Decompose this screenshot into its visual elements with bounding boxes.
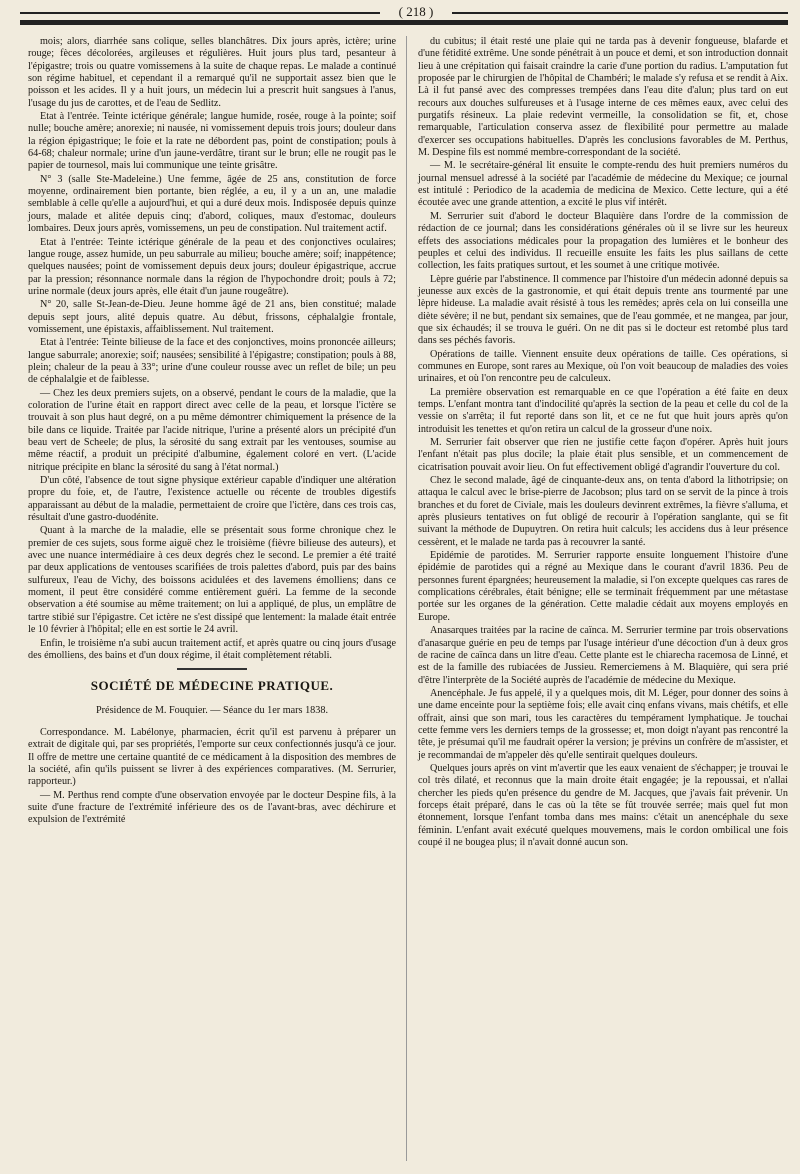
paragraph: Quant à la marche de la maladie, elle se présentait sous forme chronique chez le premier de ces sujets, sous forme aiguë chez le troisième (fièvre bilieuse des auteurs), et avec une nuance intermédiaire à ces deux degrés chez le second. Le premier a été traité par deux applications de ventouses scarifiées de trois palettes d'abord, puis par des bains sulfureux, l'eau de Vichy, des boissons acidulées et des lavemens émolliens; dans ce moment, il peut être considéré comme entièrement guéri. La femme de la seconde observation a été soumise au même traitement; on lui a appliqué, de plus, un emplâtre de tartre stibié sur l'épigastre. Cet ictère ne s'est dissipé que lentement: la malade était entrée le 10 février à l'hôpital; elle en est sortie le 24 avril. xyxy=(28,525,396,636)
paragraph: — M. Perthus rend compte d'une observation envoyée par le docteur Despine fils, à la suite d'une fracture de l'extrémité inférieure des os de l'avant-bras, avec déchirure et expulsion de l'extrémité xyxy=(28,789,396,826)
paragraph: Anasarques traitées par la racine de caïnca. M. Serrurier termine par trois observations d'anasarque guérie en peu de temps par l'usage intérieur d'une décoction d'un à deux gros de racine de caïnca dans un litre d'eau. Cette plante est le chiarecha racemosa de Linné, et est de la famille des rubiacées de Jussieu. Remerciemens à M. Blaquière, qui sera prié d'être l'interprète de la Société auprès de l'académie de médecine du Mexique. xyxy=(418,625,788,686)
paragraph: mois; alors, diarrhée sans colique, selles blanchâtres. Dix jours après, ictère; urine rouge; fèces décolorées, argileuses et régulières. Huit jours plus tard, pesanteur à l'épigastre; trois ou quatre vomissemens à la suite de chaque repas. Le malade a continué son régime habituel, et cependant il a remarqué qu'il ne supportait assez bien que le poisson et les acides. Il y a huit jours, un médecin lui a prescrit huit sangsues à l'anus, l'usage du jus de carottes, et de l'eau de Sedlitz. xyxy=(28,36,396,109)
paragraph: M. Serrurier fait observer que rien ne justifie cette façon d'opérer. Après huit jours l'enfant n'était pas plus docile; la plaie était plus sensible, et un commencement de cicatrisation pouvait avoir lieu. On fut effectivement obligé d'agrandir l'ouverture du col. xyxy=(418,437,788,473)
paragraph: Opérations de taille. Viennent ensuite deux opérations de taille. Ces opérations, si communes en Europe, sont rares au Mexique, où l'on voit beaucoup de maladies des voies urinaires, et où l'on rencontre peu de calculeux. xyxy=(418,348,788,385)
paragraph: Enfin, le troisième n'a subi aucun traitement actif, et après quatre ou cinq jours d'usage des émolliens, des bains et d'un doux régime, il était complètement rétabli. xyxy=(28,637,396,661)
session-presidency: Présidence de M. Fouquier. — Séance du 1er mars 1838. xyxy=(96,704,328,716)
paragraph: Epidémie de parotides. M. Serrurier rapporte ensuite longuement l'histoire d'une épidémie de parotides qui a régné au Mexique dans le courant d'avril 1836. Peu de personnes furent épargnées; heureusement la maladie, si l'on excepte quelques cas rares de complications cérébrales, était bénigne; elle se terminait fréquemment par une métastase portée sur les organes de la génération. Cette maladie cédait aux moyens employés en Europe. xyxy=(418,550,788,623)
right-column xyxy=(418,36,788,850)
paragraph: D'un côté, l'absence de tout signe physique extérieur capable d'indiquer une altération propre du foie, et, de l'autre, l'existence actuelle ou récente de troubles digestifs apparaissant au début de la maladie, permettaient de croire que l'ictère, dans ces trois cas, résultait d'une gastro-duodénite. xyxy=(28,475,396,524)
paragraph: La première observation est remarquable en ce que l'opération a été faite en deux temps. L'enfant montra tant d'indocilité qu'après la section de la peau et celle du col de la vessie on s'arrêta; il fut reporté dans son lit, et ce ne fut que huit jours après qu'on introduisit les tenettes et qu'on retira un calcul de la grosseur d'une noix. xyxy=(418,386,788,435)
paragraph: Etat à l'entrée: Teinte ictérique générale de la peau et des conjonctives oculaires; langue rouge, assez humide, un peu saburrale au milieu; bouche amère; soif; inappétence; quelques nausées; point de vomissement depuis deux jours; douleur épigastrique, accrue par la pression; résonnance normale dans la région de l'hypochondre droit; pouls à 72; urine normale (deux jours après, elle était d'un jaune rougeâtre). xyxy=(28,236,396,297)
paragraph: du cubitus; il était resté une plaie qui ne tarda pas à devenir fongueuse, blafarde et d'une fétidité extrême. Une sonde pénétrait à un pouce et demi, et son introduction donnait lieu à une crépitation qui faisait craindre la carie d'une portion du radius. L'amputation fut proposée par le chirurgien de l'hôpital de Chambéri; le malade s'y refusa et se rendit à Aix. Là il fut pansé avec des compresses trempées dans l'eau dite d'alun; plus tard on eut recours aux douches sulfureuses et à l'usage interne de ces mêmes eaux, avec celui des purgatifs résineux. La plaie redevint vermeille, la consolidation se fit, et, chose remarquable, l'articulation conserva assez de flexibilité pour permettre au malade d'exercer ses occupations habituelles. D'après les conclusions favorables de M. Perthus, M. Despine fils est nommé membre-correspondant de la société. xyxy=(418,36,788,159)
paragraph: — Chez les deux premiers sujets, on a observé, pendant le cours de la maladie, que la coloration de l'urine était en rapport direct avec celle de la peau, et lorsque l'ictère se trouvait à son plus haut degré, on a pu même démontrer chimiquement la présence de la bile dans ce liquide. Traitée par l'acide nitrique, l'urine a présenté alors un précipité d'un beau vert de Scheele; de plus, la sérosité du sang extrait par les ventouses, soumise au même réactif, a produit un précipité d'albumine, également coloré en vert. (L'acide nitrique précipite en blanc la sérosité du sang à l'état normal.) xyxy=(28,387,396,473)
paragraph: Etat à l'entrée. Teinte ictérique générale; langue humide, rosée, rouge à la pointe; soif nulle; bouche amère; anorexie; ni nausée, ni vomissement depuis trois jours; douleur dans la région épigastrique; le foie et la rate ne débordent pas, point de constipation; pouls à 64-68; chaleur normale; urine d'un jaune-verdâtre, tirant sur le brun; elle ne rougit pas le papier de tournesol, mais lui communique une teinte grisâtre. xyxy=(28,111,396,172)
paragraph: Lèpre guérie par l'abstinence. Il commence par l'histoire d'un médecin adonné depuis sa jeunesse aux excès de la gastronomie, et qui était depuis trente ans tourmenté par une lèpre hideuse. La maladie avait résisté à tous les remèdes; après cela on lui conseilla une diète sévère; il ne but, pendant six semaines, que de l'eau gommée, et ne mangea, par jour, que six échaudés; il se trouva le guéri. On ne dit pas si le docteur est retombé plus tard dans ses péchés favoris. xyxy=(418,273,788,347)
left-column xyxy=(28,36,396,828)
paragraph: N° 20, salle St-Jean-de-Dieu. Jeune homme âgé de 21 ans, bien constitué; malade depuis sept jours, alité depuis quatre. Au début, frissons, céphalalgie frontale, vomissement, une épistaxis, affaiblissement. Nul traitement. xyxy=(28,299,396,335)
paragraph: N° 3 (salle Ste-Madeleine.) Une femme, âgée de 25 ans, constitution de force moyenne, ordinairement bien portante, bien réglée, a eu, il y a un an, une maladie semblable à celle qu'elle a aujourd'hui, et qui a duré deux mois. Indisposée depuis quinze jours, malade et alitée depuis cinq; d'abord, coliques, maux d'estomac, douleurs lombaires. Deux jours après, vomissemens, un peu de constipation. Nul traitement actif. xyxy=(28,173,396,235)
column-divider xyxy=(406,36,407,1161)
paragraph: — M. le secrétaire-général lit ensuite le compte-rendu des huit premiers numéros du journal mensuel adressé à la société par l'académie de médecine du Mexique; ce journal est intitulé : Periodico de la academia de medicina de Mexico. Cette lecture, qui a été écoutée avec une grande attention, a excité le plus vif intérêt. xyxy=(418,160,788,209)
section-rule xyxy=(177,668,247,670)
paragraph: Chez le second malade, âgé de cinquante-deux ans, on tenta d'abord la lithotripsie; on attaqua le calcul avec le brise-pierre de Jacobson; plus tard on se servit de la pince à trois branches et du foret de Civiale, mais les douleurs devinrent extrêmes, la fièvre s'alluma, et après plusieurs tentatives on fut obligé de recourir à l'opération sanglante, qui se fit suivant la méthode de Dupuytren. On retira huit calculs; les accidens dus à leur présence cessèrent, et le malade ne tarda pas à recouvrer la santé. xyxy=(418,475,788,548)
paragraph: Anencéphale. Je fus appelé, il y a quelques mois, dit M. Léger, pour donner des soins à une dame enceinte pour la septième fois; elle avait cinq enfans vivans, mais chétifs, et elle offrait, ainsi que son mari, tous les caractères du tempérament lymphatique. Je touchai cette femme vers les derniers temps de la grossesse; et, mon doigt n'ayant pas rencontré la tête, je présumai qu'il me faudrait opérer la version; je prévins un confrère de m'assister, et je recommandai de m'appeler dès qu'elle sentirait quelques douleurs. xyxy=(418,687,788,761)
section-title: SOCIÉTÉ DE MÉDECINE PRATIQUE. xyxy=(90,678,334,694)
paragraph: M. Serrurier suit d'abord le docteur Blaquière dans l'ordre de la commission de rédaction de ce journal; dans les considérations générales où il se livre sur les heureux effets des associations médicales pour la propagation des lumières et le bonheur des peuples et celui des individus. Il recueille ensuite les faits les plus saillans de cette collection, les faits pratiques surtout, et les soumet à une critique motivée. xyxy=(418,210,788,272)
paragraph: Etat à l'entrée: Teinte bilieuse de la face et des conjonctives, moins prononcée ailleurs; langue saburrale; anorexie; soif; nausées; sensibilité à l'épigastre; constipation; pouls à 88, plein; chaleur de la peau à 33°; urine d'une couleur rousse avec un reflet de bile; un peu de céphalalgie et de faiblesse. xyxy=(28,337,396,386)
paragraph: Correspondance. M. Labélonye, pharmacien, écrit qu'il est parvenu à préparer un extrait de digitale qui, par ses propriétés, l'emporte sur ceux confectionnés jusqu'à ce jour. Il offre de mettre une certaine quantité de ce médicament à la disposition des membres de la société, afin qu'ils puissent se livrer à des expériences comparatives. (M. Serrurier, rapporteur.) xyxy=(28,726,396,788)
paragraph: Quelques jours après on vint m'avertir que les eaux venaient de s'échapper; je trouvai le col très dilaté, et reconnus que la main droite était engagée; je la repoussai, et n'allai chercher les pieds qu'en présence du gendre de M. Jacques, que j'avais fait prévenir. Un forceps était préparé, dans le cas où la tête se fût trouvée serrée; mais quel fut mon étonnement, lorsque l'enfant tomba dans mes mains: c'était un anencéphale du sexe féminin. L'enfant avait exécuté quelques mouvemens, mais le cordon ombilical une fois coupé il ne bougea plus; il n'avait donné aucun son. xyxy=(418,762,788,848)
header-rule-thick xyxy=(20,20,788,25)
page-number: ( 218 ) xyxy=(380,4,452,20)
